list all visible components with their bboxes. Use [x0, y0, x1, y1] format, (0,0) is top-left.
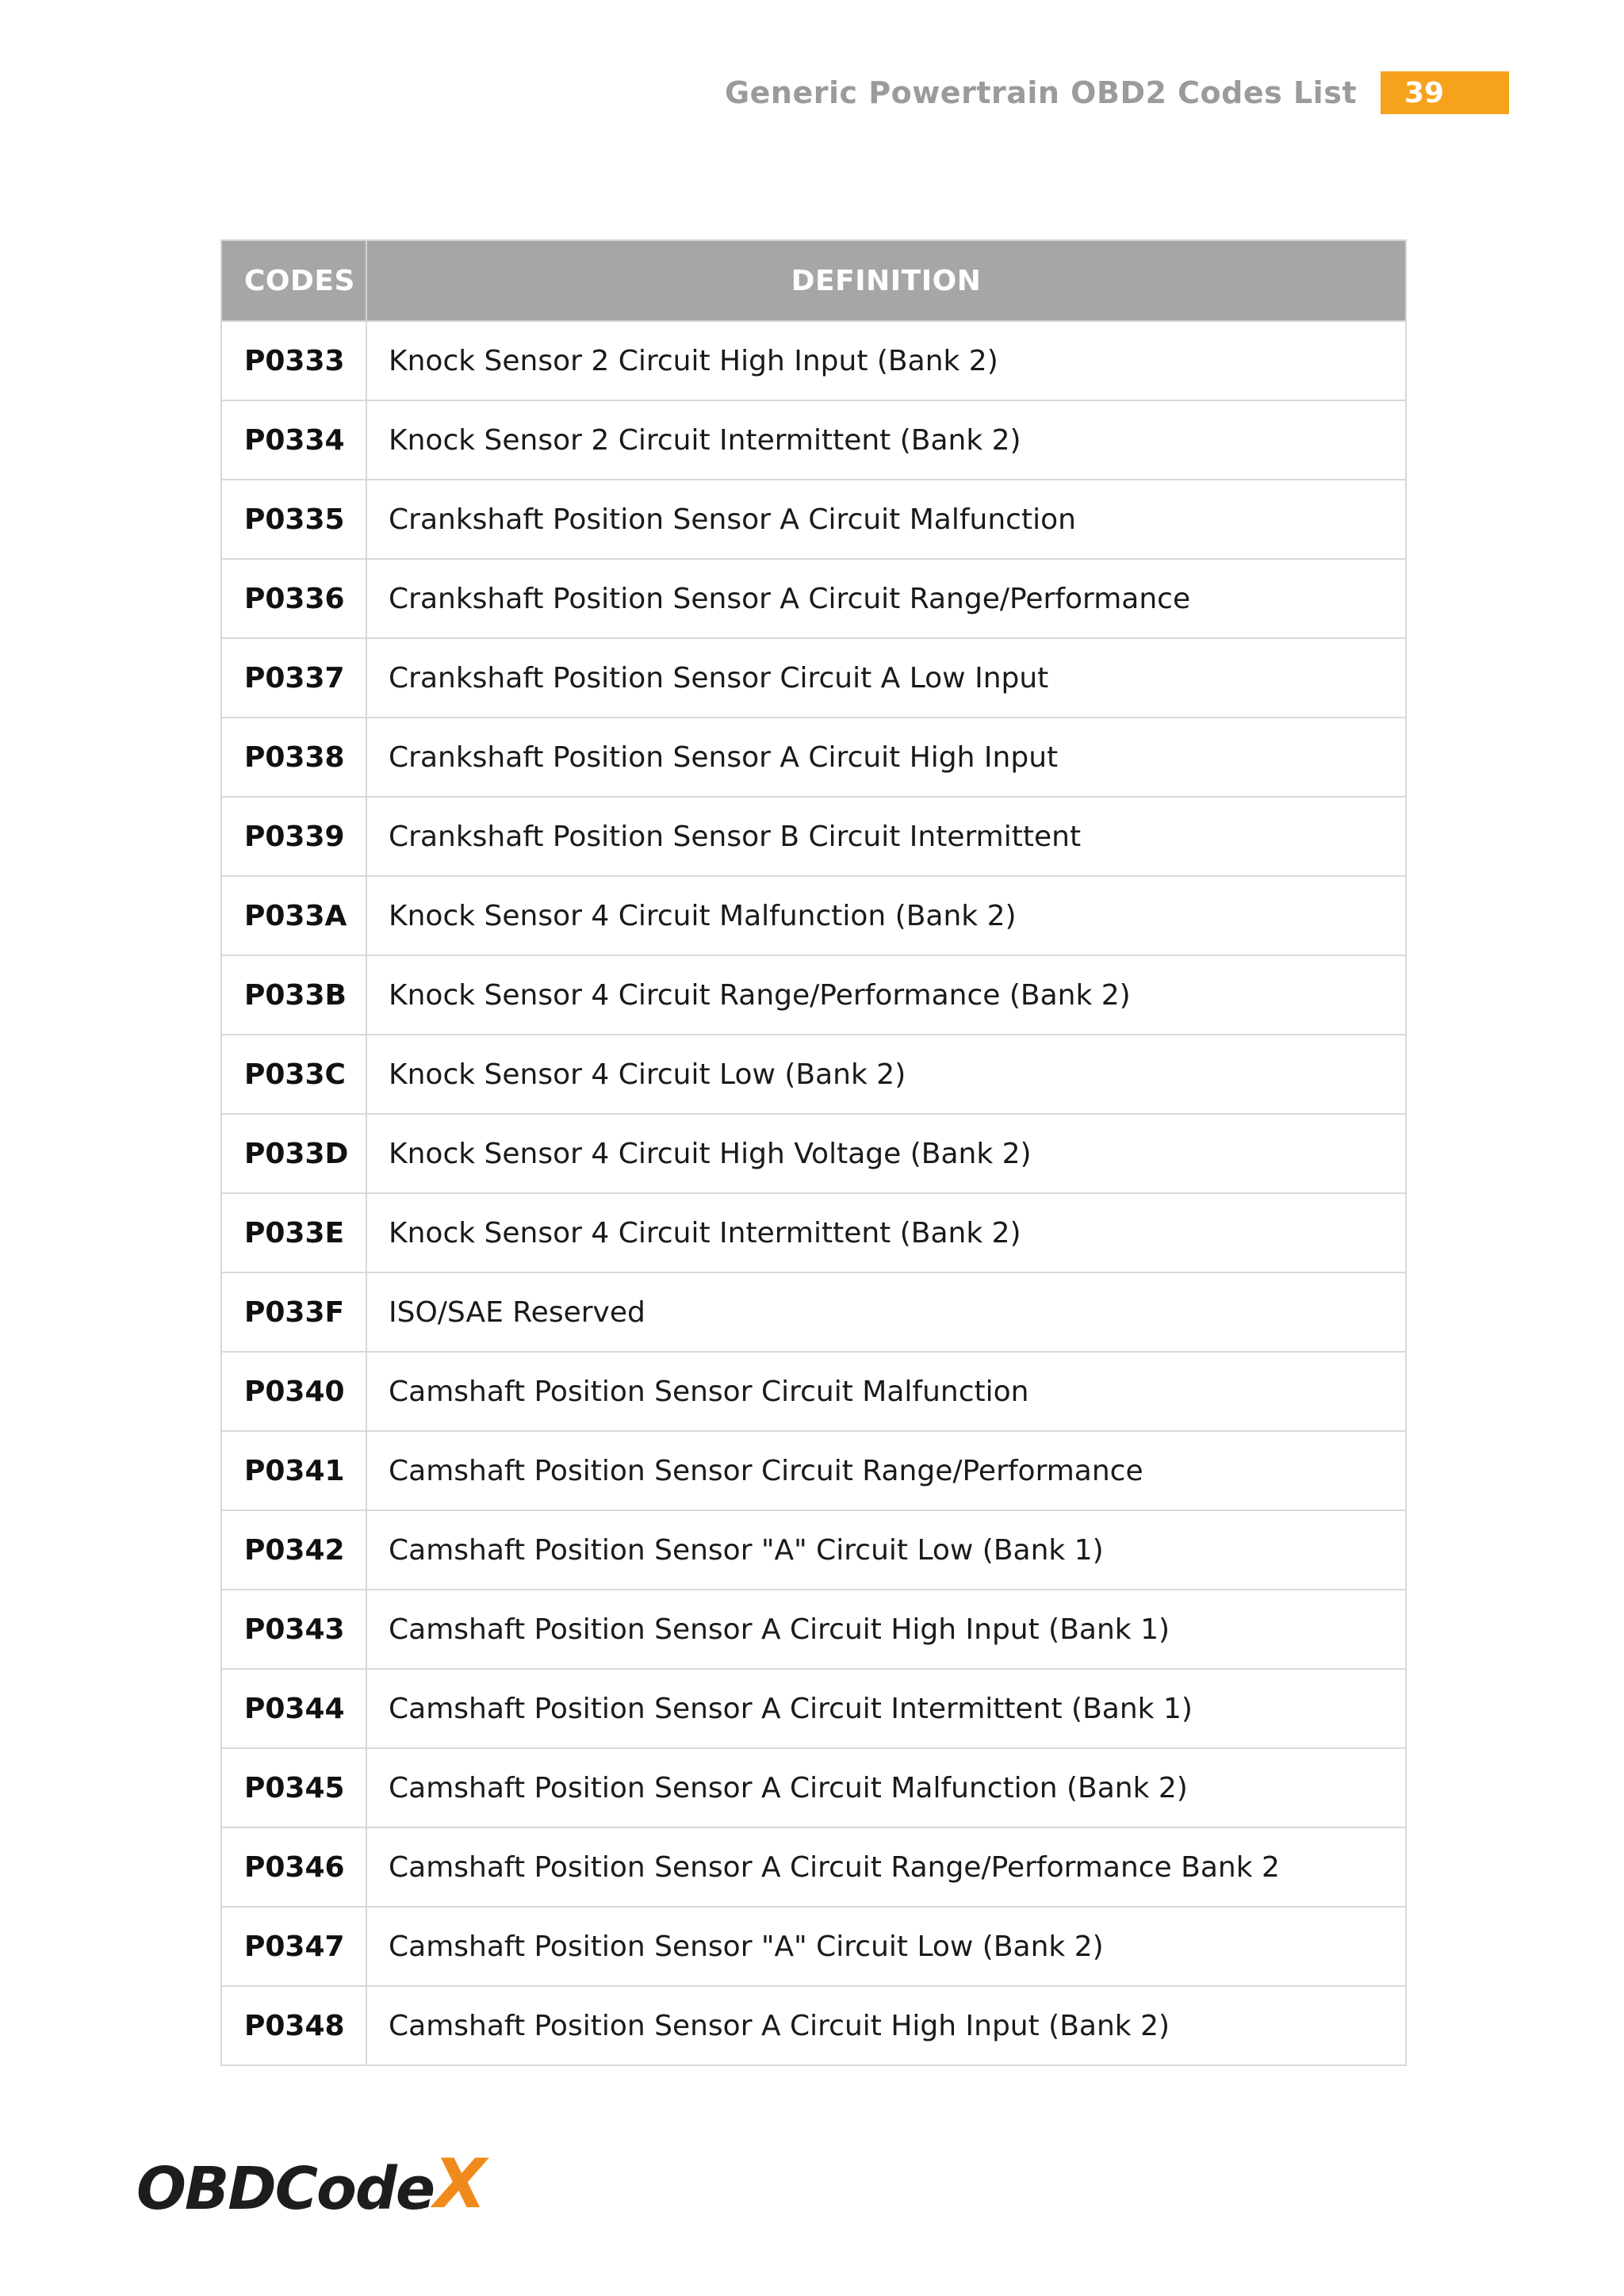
table-row — [221, 1193, 1406, 1272]
logo-accent: X — [434, 2145, 485, 2224]
code-cell: P0338 — [221, 718, 366, 797]
definition-cell: Knock Sensor 4 Circuit Low (Bank 2) — [366, 1035, 1406, 1114]
table-row — [221, 1510, 1406, 1590]
code-cell: P0340 — [221, 1352, 366, 1431]
definition-cell: Knock Sensor 4 Circuit Range/Performance (Bank 2) — [366, 955, 1406, 1035]
definition-column-header: DEFINITION — [366, 240, 1406, 321]
definition-cell: Camshaft Position Sensor "A" Circuit Low (Bank 2) — [366, 1907, 1406, 1986]
code-cell: P0342 — [221, 1510, 366, 1590]
code-cell: P033D — [221, 1114, 366, 1193]
obdcodex-logo — [136, 2145, 485, 2224]
code-cell: P0348 — [221, 1986, 366, 2065]
definition-cell: Knock Sensor 4 Circuit Intermittent (Bank 2) — [366, 1193, 1406, 1272]
table-row — [221, 1986, 1406, 2065]
table-row — [221, 1114, 1406, 1193]
definition-cell: Camshaft Position Sensor A Circuit Intermittent (Bank 1) — [366, 1669, 1406, 1748]
code-cell: P0334 — [221, 400, 366, 480]
page-header — [725, 71, 1509, 114]
codes-table-container — [220, 239, 1405, 2066]
table-row — [221, 718, 1406, 797]
definition-cell: Crankshaft Position Sensor Circuit A Low Input — [366, 638, 1406, 718]
table-row — [221, 1431, 1406, 1510]
table-row — [221, 1272, 1406, 1352]
code-cell: P0341 — [221, 1431, 366, 1510]
definition-cell: Crankshaft Position Sensor A Circuit Range/Performance — [366, 559, 1406, 638]
table-body — [221, 321, 1406, 2065]
table-header-row — [221, 240, 1406, 321]
definition-cell: Camshaft Position Sensor A Circuit Malfunction (Bank 2) — [366, 1748, 1406, 1827]
code-cell: P0344 — [221, 1669, 366, 1748]
table-row — [221, 797, 1406, 876]
code-cell: P0347 — [221, 1907, 366, 1986]
code-cell: P0346 — [221, 1827, 366, 1907]
table-row — [221, 1590, 1406, 1669]
table-row — [221, 559, 1406, 638]
table-row — [221, 1035, 1406, 1114]
code-cell: P0336 — [221, 559, 366, 638]
table-header — [221, 240, 1406, 321]
definition-cell: Camshaft Position Sensor A Circuit High Input (Bank 1) — [366, 1590, 1406, 1669]
code-cell: P0337 — [221, 638, 366, 718]
codes-column-header: CODES — [221, 240, 366, 321]
table-row — [221, 1907, 1406, 1986]
definition-cell: Camshaft Position Sensor Circuit Malfunction — [366, 1352, 1406, 1431]
definition-cell: Camshaft Position Sensor Circuit Range/Performance — [366, 1431, 1406, 1510]
code-cell: P033E — [221, 1193, 366, 1272]
definition-cell: Knock Sensor 2 Circuit High Input (Bank 2) — [366, 321, 1406, 400]
definition-cell: Camshaft Position Sensor "A" Circuit Low (Bank 1) — [366, 1510, 1406, 1590]
definition-cell: Knock Sensor 2 Circuit Intermittent (Bank 2) — [366, 400, 1406, 480]
definition-cell: Knock Sensor 4 Circuit High Voltage (Bank 2) — [366, 1114, 1406, 1193]
page-number-badge: 39 — [1381, 71, 1509, 114]
code-cell: P0333 — [221, 321, 366, 400]
table-row — [221, 1669, 1406, 1748]
code-cell: P033A — [221, 876, 366, 955]
table-row — [221, 1352, 1406, 1431]
document-title: Generic Powertrain OBD2 Codes List — [724, 75, 1357, 110]
code-cell: P0345 — [221, 1748, 366, 1827]
code-cell: P0343 — [221, 1590, 366, 1669]
table-row — [221, 876, 1406, 955]
definition-cell: ISO/SAE Reserved — [366, 1272, 1406, 1352]
codes-table — [220, 239, 1407, 2066]
table-row — [221, 955, 1406, 1035]
definition-cell: Camshaft Position Sensor A Circuit High Input (Bank 2) — [366, 1986, 1406, 2065]
code-cell: P033B — [221, 955, 366, 1035]
definition-cell: Crankshaft Position Sensor A Circuit Malfunction — [366, 480, 1406, 559]
definition-cell: Camshaft Position Sensor A Circuit Range/Performance Bank 2 — [366, 1827, 1406, 1907]
code-cell: P033F — [221, 1272, 366, 1352]
code-cell: P033C — [221, 1035, 366, 1114]
table-row — [221, 638, 1406, 718]
table-row — [221, 400, 1406, 480]
logo-text: OBDCode — [136, 2155, 435, 2223]
code-cell: P0339 — [221, 797, 366, 876]
table-row — [221, 1748, 1406, 1827]
definition-cell: Knock Sensor 4 Circuit Malfunction (Bank 2) — [366, 876, 1406, 955]
definition-cell: Crankshaft Position Sensor B Circuit Intermittent — [366, 797, 1406, 876]
code-cell: P0335 — [221, 480, 366, 559]
definition-cell: Crankshaft Position Sensor A Circuit High Input — [366, 718, 1406, 797]
table-row — [221, 1827, 1406, 1907]
table-row — [221, 321, 1406, 400]
table-row — [221, 480, 1406, 559]
